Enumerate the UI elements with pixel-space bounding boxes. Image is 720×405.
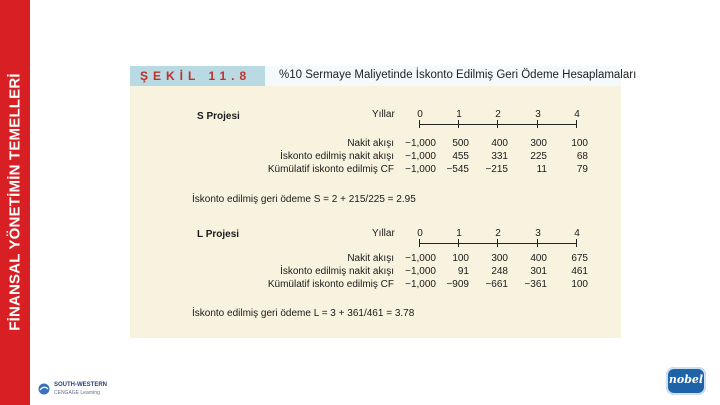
- project-l-title: L Projesi: [197, 229, 240, 240]
- project-s-year-1: 1: [456, 109, 462, 120]
- project-s-row-label-cumulative: Kümülatif iskonto edilmiş CF: [267, 164, 394, 175]
- project-l-row-label-discounted: İskonto edilmiş nakit akışı: [280, 266, 394, 277]
- project-l-year-2: 2: [495, 228, 501, 239]
- project-l-cell: 675: [571, 253, 588, 264]
- project-s-year-3: 3: [535, 109, 541, 120]
- project-l-years-label: Yıllar: [372, 228, 395, 239]
- project-s-row-label-cashflow: Nakit akışı: [347, 138, 394, 149]
- project-s-cell: −1,000: [405, 138, 436, 149]
- project-s-years-label: Yıllar: [372, 109, 395, 120]
- project-s-cell: 400: [491, 138, 508, 149]
- project-l-cell: 91: [457, 266, 469, 277]
- project-s-tick-2: [497, 120, 498, 128]
- nobel-logo-text: nobel: [668, 373, 704, 386]
- project-l-tick-2: [497, 239, 498, 247]
- project-l-tick-4: [576, 239, 577, 247]
- publisher-name: SOUTH-WESTERN: [54, 382, 107, 388]
- project-s-cell: −545: [446, 164, 469, 175]
- figure-panel: [130, 86, 621, 338]
- project-s-year-2: 2: [495, 109, 501, 120]
- project-l-cell: 100: [452, 253, 469, 264]
- project-s-row-label-discounted: İskonto edilmiş nakit akışı: [280, 151, 394, 162]
- project-l-year-4: 4: [574, 228, 580, 239]
- project-l-tick-3: [537, 239, 538, 247]
- project-l-timeline: [420, 243, 577, 244]
- project-s-tick-0: [419, 120, 420, 128]
- project-l-formula: İskonto edilmiş geri ödeme L = 3 + 361/461 = 3.78: [192, 308, 415, 319]
- project-s-tick-3: [537, 120, 538, 128]
- project-l-cell: 248: [491, 266, 508, 277]
- project-l-cell: −1,000: [405, 266, 436, 277]
- project-s-tick-1: [458, 120, 459, 128]
- publisher-mark-icon: [38, 383, 50, 395]
- side-title-bar: [0, 0, 30, 405]
- project-s-timeline: [420, 124, 577, 125]
- project-s-cell: 500: [452, 138, 469, 149]
- figure-title-box: [265, 66, 637, 86]
- project-s-year-0: 0: [417, 109, 423, 120]
- project-s-year-4: 4: [574, 109, 580, 120]
- project-l-cell: −909: [446, 279, 469, 290]
- nobel-logo: [666, 367, 706, 395]
- project-l-tick-0: [419, 239, 420, 247]
- side-title: FİNANSAL YÖNETİMİN TEMELLERİ: [6, 73, 24, 331]
- project-s-cell: −1,000: [405, 151, 436, 162]
- project-s-cell: −215: [485, 164, 508, 175]
- project-s-cell: −1,000: [405, 164, 436, 175]
- figure-label: ŞEKİL 11.8: [140, 69, 252, 83]
- project-s-cell: 100: [571, 138, 588, 149]
- project-l-cell: 301: [530, 266, 547, 277]
- figure-label-box: [130, 66, 265, 86]
- project-s-cell: 225: [530, 151, 547, 162]
- project-l-cell: −1,000: [405, 253, 436, 264]
- project-l-year-3: 3: [535, 228, 541, 239]
- project-l-cell: −661: [485, 279, 508, 290]
- project-l-row-label-cumulative: Kümülatif iskonto edilmiş CF: [267, 279, 394, 290]
- figure-title: %10 Sermaye Maliyetinde İskonto Edilmiş Geri Ödeme Hesaplamaları: [279, 69, 637, 81]
- project-s-cell: 68: [576, 151, 588, 162]
- project-l-cell: 300: [491, 253, 508, 264]
- project-l-cell: 461: [571, 266, 588, 277]
- project-s-tick-4: [576, 120, 577, 128]
- project-l-row-label-cashflow: Nakit akışı: [347, 253, 394, 264]
- project-s-formula: İskonto edilmiş geri ödeme S = 2 + 215/225 = 2.95: [192, 194, 416, 205]
- project-l-cell: −361: [524, 279, 547, 290]
- project-l-cell: 400: [530, 253, 547, 264]
- project-s-cell: 455: [452, 151, 469, 162]
- project-s-title: S Projesi: [197, 111, 240, 122]
- project-l-year-0: 0: [417, 228, 423, 239]
- project-l-cell: −1,000: [405, 279, 436, 290]
- project-s-cell: 300: [530, 138, 547, 149]
- project-s-cell: 11: [536, 164, 547, 175]
- project-l-cell: 100: [571, 279, 588, 290]
- project-s-cell: 331: [491, 151, 508, 162]
- project-l-tick-1: [458, 239, 459, 247]
- publisher-sub: CENGAGE Learning: [54, 390, 100, 396]
- project-s-cell: 79: [576, 164, 588, 175]
- project-l-year-1: 1: [456, 228, 462, 239]
